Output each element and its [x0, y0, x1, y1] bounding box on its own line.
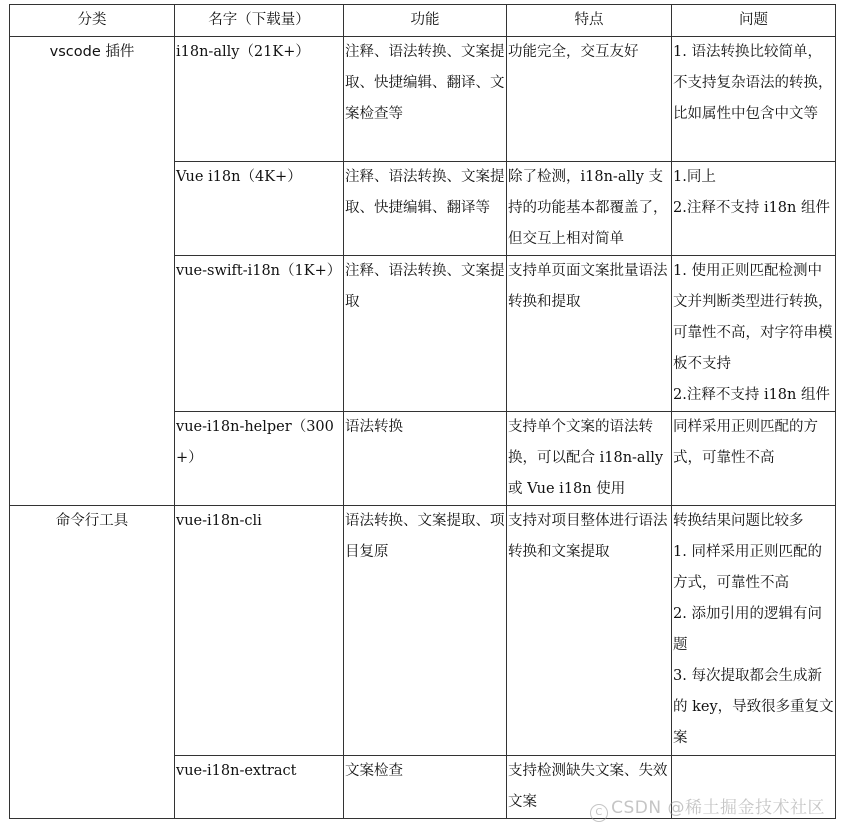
function-cell: 语法转换 [344, 412, 507, 506]
issue-cell [672, 256, 836, 412]
issue-line: 1. 使用正则匹配检测中文并判断类型进行转换，可靠性不高，对字符串模板不支持 [673, 263, 833, 372]
issue-line: 转换结果问题比较多 [673, 513, 804, 529]
function-cell: 注释、语法转换、文案提取、快捷编辑、翻译、文案检查等 [344, 37, 507, 162]
feature-cell: 支持单页面文案批量语法转换和提取 [507, 256, 672, 412]
issue-line: 1. 语法转换比较简单，不支持复杂语法的转换，比如属性中包含中文等 [673, 44, 833, 122]
issue-line: 1.同上 [673, 169, 716, 185]
feature-cell: 功能完全，交互友好 [507, 37, 672, 162]
name-cell: vue-i18n-helper（300+） [175, 412, 344, 506]
feature-cell: 除了检测，i18n-ally 支持的功能基本都覆盖了，但交互上相对简单 [507, 162, 672, 256]
name-cell: vue-i18n-cli [175, 506, 344, 756]
issue-line: 2.注释不支持 i18n 组件 [673, 200, 830, 216]
function-cell: 语法转换、文案提取、项目复原 [344, 506, 507, 756]
tool-comparison-table [9, 4, 836, 819]
issue-line: 2.注释不支持 i18n 组件 [673, 387, 830, 403]
name-cell: Vue i18n（4K+） [175, 162, 344, 256]
issue-line: 3. 每次提取都会生成新的 key，导致很多重复文案 [673, 668, 834, 746]
issue-cell [672, 37, 836, 162]
table-row [10, 37, 836, 162]
header-category: 分类 [10, 5, 175, 37]
header-feature: 特点 [507, 5, 672, 37]
table-row [10, 506, 836, 756]
header-name: 名字（下载量） [175, 5, 344, 37]
issue-line: 2. 添加引用的逻辑有问题 [673, 606, 822, 653]
issue-cell [672, 162, 836, 256]
function-cell: 文案检查 [344, 756, 507, 819]
feature-cell: 支持单个文案的语法转换，可以配合 i18n-ally 或 Vue i18n 使用 [507, 412, 672, 506]
csdn-logo-icon: C [590, 804, 608, 822]
watermark-text: CSDN @稀土掘金技术社区 [611, 798, 825, 818]
issue-line: 同样采用正则匹配的方式，可靠性不高 [673, 419, 818, 466]
name-cell: vue-swift-i18n（1K+） [175, 256, 344, 412]
function-cell: 注释、语法转换、文案提取 [344, 256, 507, 412]
header-row [10, 5, 836, 37]
feature-cell: 支持对项目整体进行语法转换和文案提取 [507, 506, 672, 756]
header-issue: 问题 [672, 5, 836, 37]
name-cell: vue-i18n-extract [175, 756, 344, 819]
name-cell: i18n-ally（21K+） [175, 37, 344, 162]
issue-cell [672, 506, 836, 756]
header-function: 功能 [344, 5, 507, 37]
feature-cell: 支持检测缺失文案、失效文案 [507, 756, 672, 819]
category-cell-vscode: vscode 插件 [10, 37, 175, 506]
issue-cell [672, 412, 836, 506]
function-cell: 注释、语法转换、文案提取、快捷编辑、翻译等 [344, 162, 507, 256]
issue-line: 1. 同样采用正则匹配的方式，可靠性不高 [673, 544, 822, 591]
category-cell-cli: 命令行工具 [10, 506, 175, 819]
csdn-watermark [590, 793, 825, 822]
